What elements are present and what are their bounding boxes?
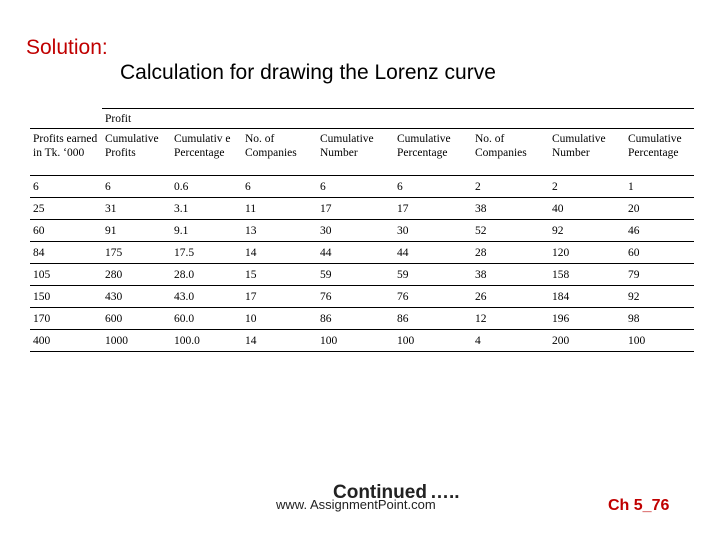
table-cell: 158: [549, 264, 625, 286]
table-cell: 100: [317, 330, 394, 352]
table-cell: 400: [30, 330, 102, 352]
slide-title: Calculation for drawing the Lorenz curve: [120, 61, 496, 84]
table-cell: 30: [394, 220, 472, 242]
table-cell: 26: [472, 286, 549, 308]
table-cell: 17: [394, 198, 472, 220]
table-cell: 100: [394, 330, 472, 352]
table-cell: 38: [472, 198, 549, 220]
table-row: [30, 176, 694, 198]
table-row: [30, 330, 694, 352]
table-cell: 60: [625, 242, 694, 264]
table-cell: 170: [30, 308, 102, 330]
table-row: [30, 286, 694, 308]
table-cell: 17: [242, 286, 317, 308]
table-cell: 10: [242, 308, 317, 330]
table-cell: 86: [394, 308, 472, 330]
table-cell: 175: [102, 242, 171, 264]
table-cell: 430: [102, 286, 171, 308]
lorenz-calculation-table: [30, 108, 694, 352]
table-cell: 91: [102, 220, 171, 242]
table-row: [30, 198, 694, 220]
page-number: Ch 5_76: [608, 497, 670, 514]
column-header: Cumulative Percentage: [625, 129, 694, 176]
table-cell: 84: [30, 242, 102, 264]
table-cell: 17: [317, 198, 394, 220]
table-cell: 2: [549, 176, 625, 198]
table-cell: 0.6: [171, 176, 242, 198]
table-cell: 92: [625, 286, 694, 308]
table-cell: 184: [549, 286, 625, 308]
table-cell: 6: [102, 176, 171, 198]
table-cell: 40: [549, 198, 625, 220]
table-cell: 2: [472, 176, 549, 198]
table-cell: 6: [30, 176, 102, 198]
table-cell: 9.1: [171, 220, 242, 242]
table-cell: 14: [242, 242, 317, 264]
table-cell: 44: [394, 242, 472, 264]
table-cell: 14: [242, 330, 317, 352]
table-header-row: [30, 129, 694, 176]
table-super-header-row: [30, 109, 694, 129]
table-cell: 150: [30, 286, 102, 308]
table-cell: 12: [472, 308, 549, 330]
table-row: [30, 308, 694, 330]
table-row: [30, 242, 694, 264]
table-cell: 17.5: [171, 242, 242, 264]
table-row: [30, 220, 694, 242]
table-cell: 28.0: [171, 264, 242, 286]
table-row: [30, 264, 694, 286]
table-corner-cell: [30, 109, 102, 129]
continued-dots: …..: [430, 482, 460, 503]
table-cell: 3.1: [171, 198, 242, 220]
table-cell: 25: [30, 198, 102, 220]
table-cell: 30: [317, 220, 394, 242]
super-header-profit: Profit: [102, 109, 694, 129]
table-cell: 76: [317, 286, 394, 308]
table-cell: 15: [242, 264, 317, 286]
table-cell: 76: [394, 286, 472, 308]
table-cell: 6: [394, 176, 472, 198]
table-cell: 120: [549, 242, 625, 264]
table-cell: 11: [242, 198, 317, 220]
table-cell: 86: [317, 308, 394, 330]
table-cell: 13: [242, 220, 317, 242]
table-cell: 60.0: [171, 308, 242, 330]
table-cell: 59: [394, 264, 472, 286]
solution-heading: Solution:: [26, 36, 108, 59]
column-header: Cumulative Profits: [102, 129, 171, 176]
table-cell: 43.0: [171, 286, 242, 308]
table-cell: 196: [549, 308, 625, 330]
column-header: Cumulative Number: [549, 129, 625, 176]
table-cell: 600: [102, 308, 171, 330]
table-cell: 280: [102, 264, 171, 286]
continued-label: Continued: [333, 482, 427, 503]
table-cell: 100.0: [171, 330, 242, 352]
footer-url: www. AssignmentPoint.com: [276, 497, 436, 512]
table-cell: 100: [625, 330, 694, 352]
table-cell: 98: [625, 308, 694, 330]
table-cell: 6: [317, 176, 394, 198]
table-cell: 52: [472, 220, 549, 242]
table-cell: 92: [549, 220, 625, 242]
table-cell: 31: [102, 198, 171, 220]
table-cell: 20: [625, 198, 694, 220]
table-cell: 1: [625, 176, 694, 198]
table-cell: 6: [242, 176, 317, 198]
column-header: No. of Companies: [472, 129, 549, 176]
table-cell: 79: [625, 264, 694, 286]
table-cell: 200: [549, 330, 625, 352]
table-cell: 46: [625, 220, 694, 242]
column-header: Cumulative Number: [317, 129, 394, 176]
table-cell: 60: [30, 220, 102, 242]
table-cell: 1000: [102, 330, 171, 352]
column-header: Cumulative Percentage: [394, 129, 472, 176]
column-header: Profits earned in Tk. ‘000: [30, 129, 102, 176]
table-cell: 28: [472, 242, 549, 264]
table-cell: 59: [317, 264, 394, 286]
table-cell: 38: [472, 264, 549, 286]
table-cell: 4: [472, 330, 549, 352]
table-cell: 105: [30, 264, 102, 286]
column-header: No. of Companies: [242, 129, 317, 176]
column-header: Cumulativ e Percentage: [171, 129, 242, 176]
table-cell: 44: [317, 242, 394, 264]
